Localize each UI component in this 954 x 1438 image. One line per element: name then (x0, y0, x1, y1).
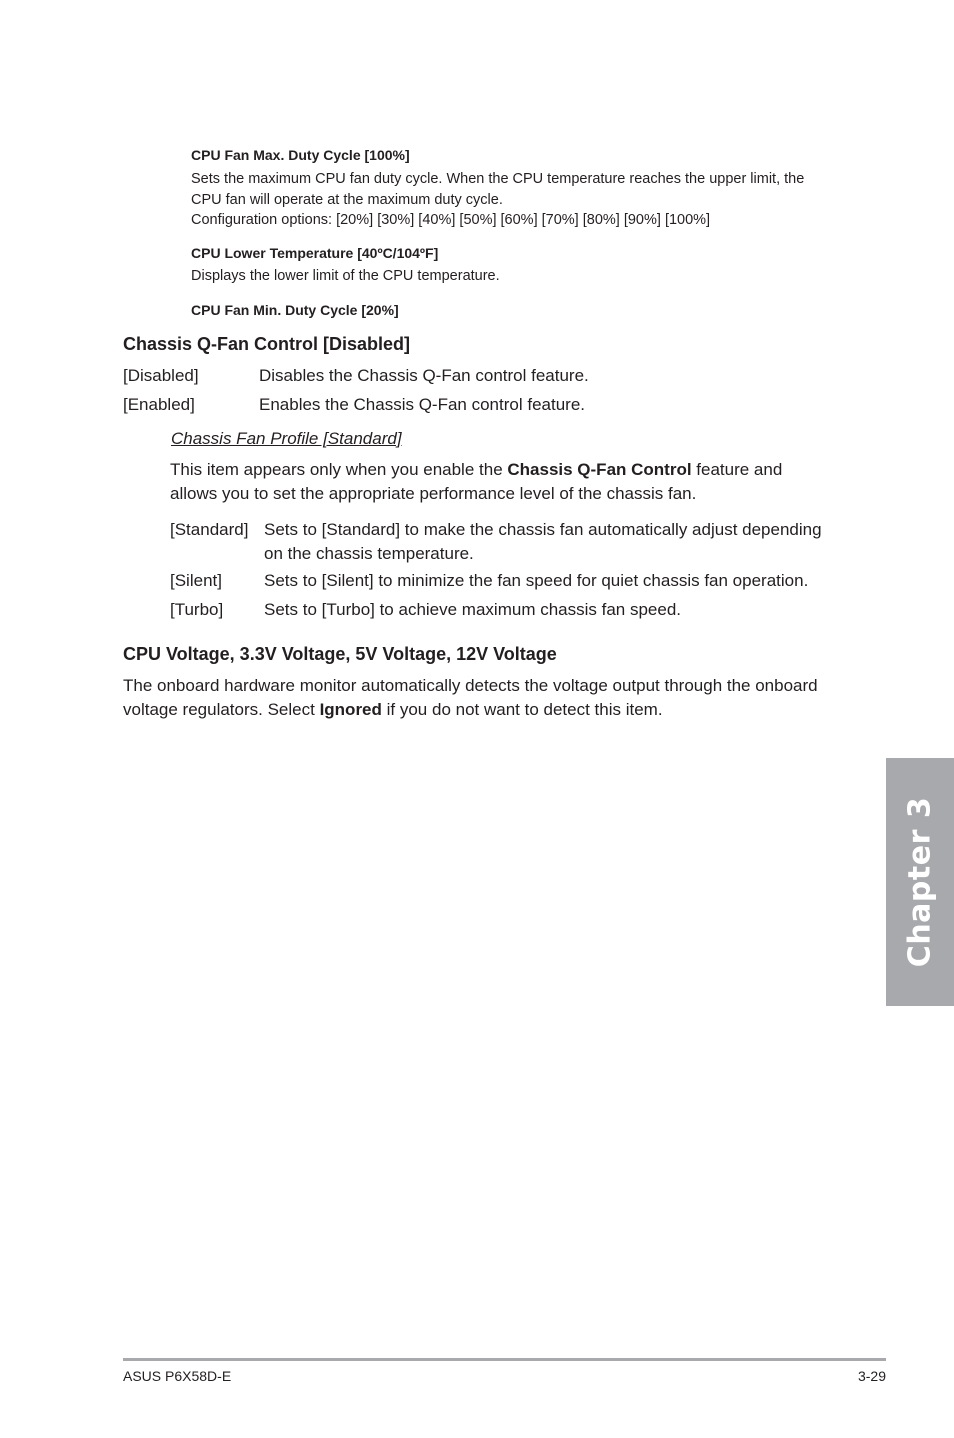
fan-profile-option-desc: Sets to [Silent] to minimize the fan speed for quiet chassis fan operation. (264, 571, 809, 590)
cpu-lower-temp-desc: Displays the lower limit of the CPU temperature. (191, 268, 500, 284)
fan-profile-option-desc (264, 518, 822, 565)
chassis-fan-profile-intro (170, 458, 850, 505)
fan-profile-option-key: [Standard] (170, 520, 249, 539)
chassis-qfan-option-desc: Enables the Chassis Q-Fan control feature. (259, 395, 585, 414)
voltage-description (123, 674, 863, 721)
voltage-text: if you do not want to detect this item. (381, 699, 663, 719)
intro-text: feature and (691, 460, 783, 479)
intro-bold-term: Chassis Q-Fan Control (507, 460, 692, 479)
chassis-qfan-option-key: [Disabled] (123, 366, 199, 385)
chapter-tab (886, 758, 954, 1006)
fan-profile-option-key: [Turbo] (170, 600, 224, 619)
fan-profile-option-desc-line2: on the chassis temperature. (264, 543, 474, 563)
voltage-bold-term: Ignored (319, 699, 382, 719)
fan-profile-option-desc-line1: Sets to [Standard] to make the chassis fan automatically adjust depending (264, 520, 822, 539)
chapter-tab-label: Chapter 3 (902, 796, 938, 968)
cpu-fan-min-title: CPU Fan Min. Duty Cycle [20%] (191, 302, 399, 318)
intro-line2: allows you to set the appropriate performance level of the chassis fan. (170, 483, 697, 503)
footer-product-name: ASUS P6X58D-E (123, 1368, 232, 1384)
chassis-qfan-option-key: [Enabled] (123, 395, 195, 414)
cpu-fan-max-description (191, 169, 841, 231)
chassis-qfan-option-desc: Disables the Chassis Q-Fan control feature. (259, 366, 589, 385)
cpu-fan-max-options: Configuration options: [20%] [30%] [40%] [50%] [60%] [70%] [80%] [90%] [100%] (191, 212, 711, 228)
cpu-fan-max-desc-line1: Sets the maximum CPU fan duty cycle. When the CPU temperature reaches the upper limit, the (191, 171, 805, 187)
voltage-text: voltage regulators. Select (123, 699, 320, 719)
chassis-qfan-title: Chassis Q-Fan Control [Disabled] (123, 334, 411, 354)
footer-page-number: 3-29 (857, 1368, 886, 1384)
footer-divider (123, 1358, 886, 1361)
cpu-fan-max-title: CPU Fan Max. Duty Cycle [100%] (191, 147, 410, 163)
cpu-lower-temp-title: CPU Lower Temperature [40ºC/104ºF] (191, 245, 439, 261)
voltage-title: CPU Voltage, 3.3V Voltage, 5V Voltage, 12V Voltage (123, 644, 557, 664)
fan-profile-option-key: [Silent] (170, 571, 222, 590)
voltage-line1: The onboard hardware monitor automatically detects the voltage output through the onboard (123, 676, 818, 695)
cpu-fan-max-desc-line2: CPU fan will operate at the maximum duty cycle. (191, 191, 503, 208)
fan-profile-option-desc: Sets to [Turbo] to achieve maximum chassis fan speed. (264, 600, 682, 619)
chassis-fan-profile-title: Chassis Fan Profile [Standard] (171, 429, 402, 448)
intro-text: This item appears only when you enable the (170, 460, 508, 479)
